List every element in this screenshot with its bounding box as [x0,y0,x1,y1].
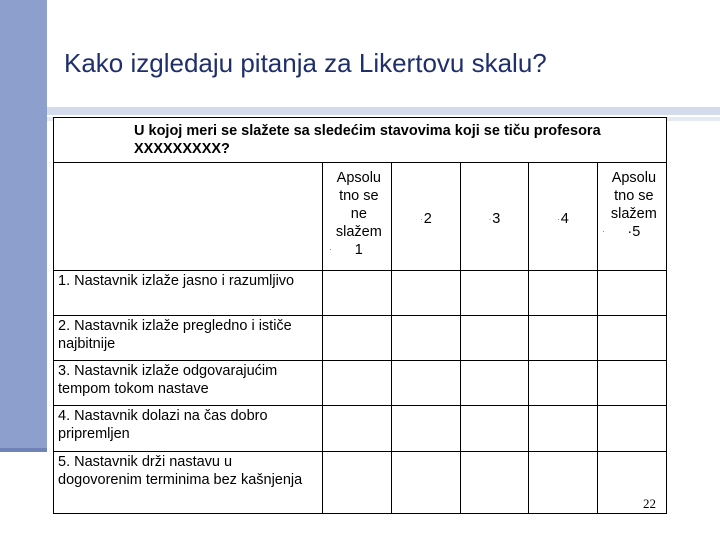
page-number: 22 [643,496,656,511]
answer-cell[interactable] [461,452,529,514]
question-text: U kojoj meri se slažete sa sledećim stavovima koji se tiču profesora XXXXXXXXX? [54,118,667,163]
blank-header-cell [54,163,323,271]
answer-cell[interactable] [529,361,598,406]
scale-header-1 [323,163,392,271]
answer-cell[interactable] [392,361,461,406]
answer-cell[interactable] [529,271,598,316]
answer-cell[interactable] [461,361,529,406]
scale-header-1-text: Apsolu tno se ne slažem 1 [335,170,382,258]
slide-title: Kako izgledaju pitanja za Likertovu skalu? [64,48,547,78]
answer-cell[interactable] [598,316,667,361]
answer-cell[interactable] [598,361,667,406]
answer-cell[interactable] [323,452,392,514]
scale-header-2-text: 2 [423,211,432,228]
left-accent-line [0,448,47,452]
answer-cell[interactable] [461,316,529,361]
scale-header-row [54,163,667,271]
answer-cell[interactable] [598,271,667,316]
answer-cell[interactable] [529,316,598,361]
item-5: 5. Nastavnik drži nastavu u dogovorenim terminima bez kašnjenja [54,452,323,514]
item-2: 2. Nastavnik izlaže pregledno i ističe najbitnije [54,316,323,361]
table-row [54,271,667,316]
bullet: · [488,214,492,224]
scale-header-5-text: Apsolu tno se slažem ·5 [610,170,657,240]
scale-header-3 [461,163,529,271]
bullet: · [420,214,423,224]
bullet: · [602,227,605,237]
answer-cell[interactable] [392,452,461,514]
answer-cell[interactable] [392,316,461,361]
left-accent-bar [0,0,47,452]
answer-cell[interactable] [323,406,392,452]
question-row [54,118,667,163]
answer-cell[interactable] [461,406,529,452]
answer-cell[interactable] [529,452,598,514]
bullet: · [557,214,560,224]
answer-cell[interactable] [529,406,598,452]
answer-cell[interactable] [598,452,667,514]
bullet: · [329,245,332,255]
table-row [54,316,667,361]
answer-cell[interactable] [323,316,392,361]
scale-header-4-text: 4 [560,211,569,228]
table-row [54,361,667,406]
scale-header-5 [598,163,667,271]
answer-cell[interactable] [392,271,461,316]
table-row [54,406,667,452]
likert-table [53,117,667,514]
scale-header-2 [392,163,461,271]
item-1: 1. Nastavnik izlaže jasno i razumljivo [54,271,323,316]
scale-header-4 [529,163,598,271]
answer-cell[interactable] [323,361,392,406]
answer-cell[interactable] [323,271,392,316]
title-divider [47,107,720,115]
answer-cell[interactable] [461,271,529,316]
item-3: 3. Nastavnik izlaže odgovarajućim tempom tokom nastave [54,361,323,406]
item-4: 4. Nastavnik dolazi na čas dobro pripremljen [54,406,323,452]
answer-cell[interactable] [598,406,667,452]
answer-cell[interactable] [392,406,461,452]
table-row [54,452,667,514]
scale-header-3-text: 3 [492,211,501,228]
